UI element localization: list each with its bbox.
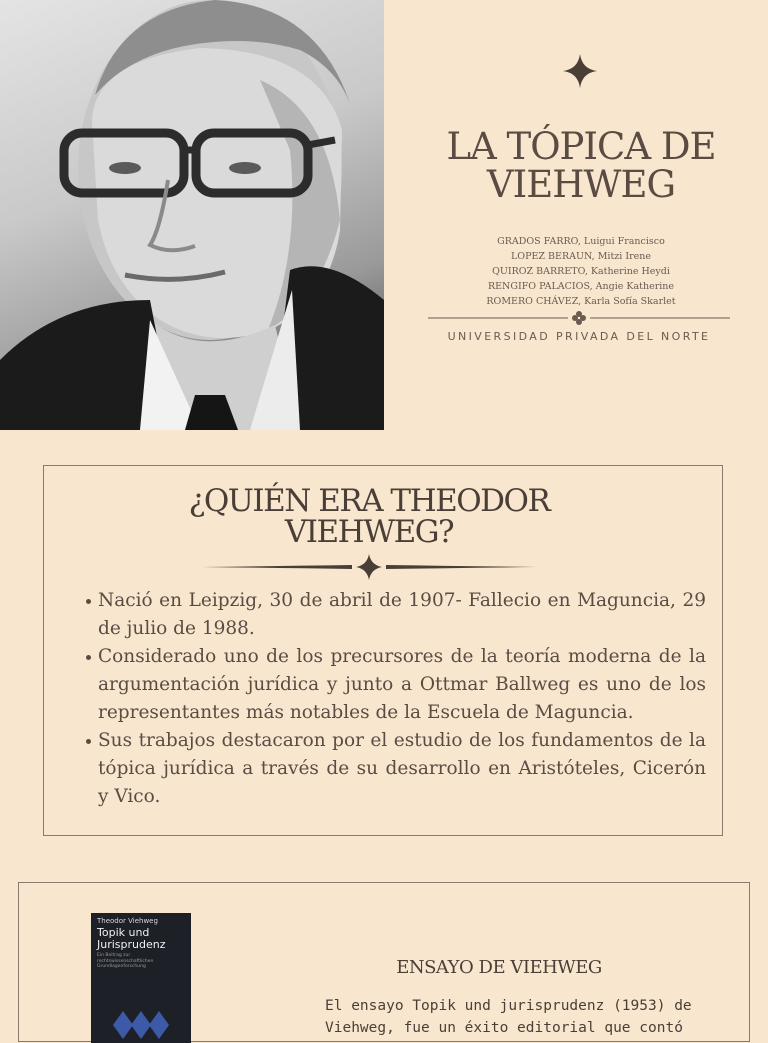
- sparkle-icon: [563, 54, 597, 88]
- bio-card: [43, 465, 723, 836]
- author-name: RENGIFO PALACIOS, Angie Katherine: [487, 281, 675, 292]
- essay-heading: ENSAYO DE VIEHWEG: [396, 957, 602, 978]
- portrait-photo: [0, 0, 384, 430]
- university-name: UNIVERSIDAD PRIVADA DEL NORTE: [447, 330, 711, 343]
- list-item: Nació en Leipzig, 30 de abril de 1907- Fallecio en Maguncia, 29 de julio de 1988.: [78, 587, 706, 643]
- star-divider: [202, 552, 536, 582]
- essay-text: El ensayo Topik und jurisprudenz (1953) de Viehweg, fue un éxito editorial que contó: [325, 998, 692, 1036]
- ornament-divider: [428, 310, 730, 326]
- bio-list: [78, 587, 706, 811]
- list-item: Sus trabajos destacaron por el estudio de los fundamentos de la tópica jurídica a través de su desarrollo en Aristóteles, Cicerón y Vico.: [78, 727, 706, 811]
- list-item: Considerado uno de los precursores de la teoría moderna de la argumentación jurídica y junto a Ottmar Ballweg es uno de los representantes más notables de la Escuela de Maguncia.: [78, 643, 706, 727]
- author-name: LOPEZ BERAUN, Mitzi Irene: [510, 251, 652, 262]
- page-title: LA TÓPICA DE VIEHWEG: [446, 125, 716, 206]
- bio-heading: ¿QUIÉN ERA THEODOR VIEHWEG?: [188, 483, 550, 550]
- author-list: [420, 234, 742, 309]
- author-name: ROMERO CHÁVEZ, Karla Sofía Skarlet: [486, 296, 676, 307]
- author-name: QUIROZ BARRETO, Katherine Heydi: [492, 266, 670, 277]
- author-name: GRADOS FARRO, Luigui Francisco: [497, 236, 665, 247]
- essay-card: [18, 882, 750, 1042]
- book-cover-image: Theodor Viehweg Topik und Jurisprudenz Ein Beitrag zur rechtswissenschaftlichen Grundlagenforschung: [91, 913, 191, 1043]
